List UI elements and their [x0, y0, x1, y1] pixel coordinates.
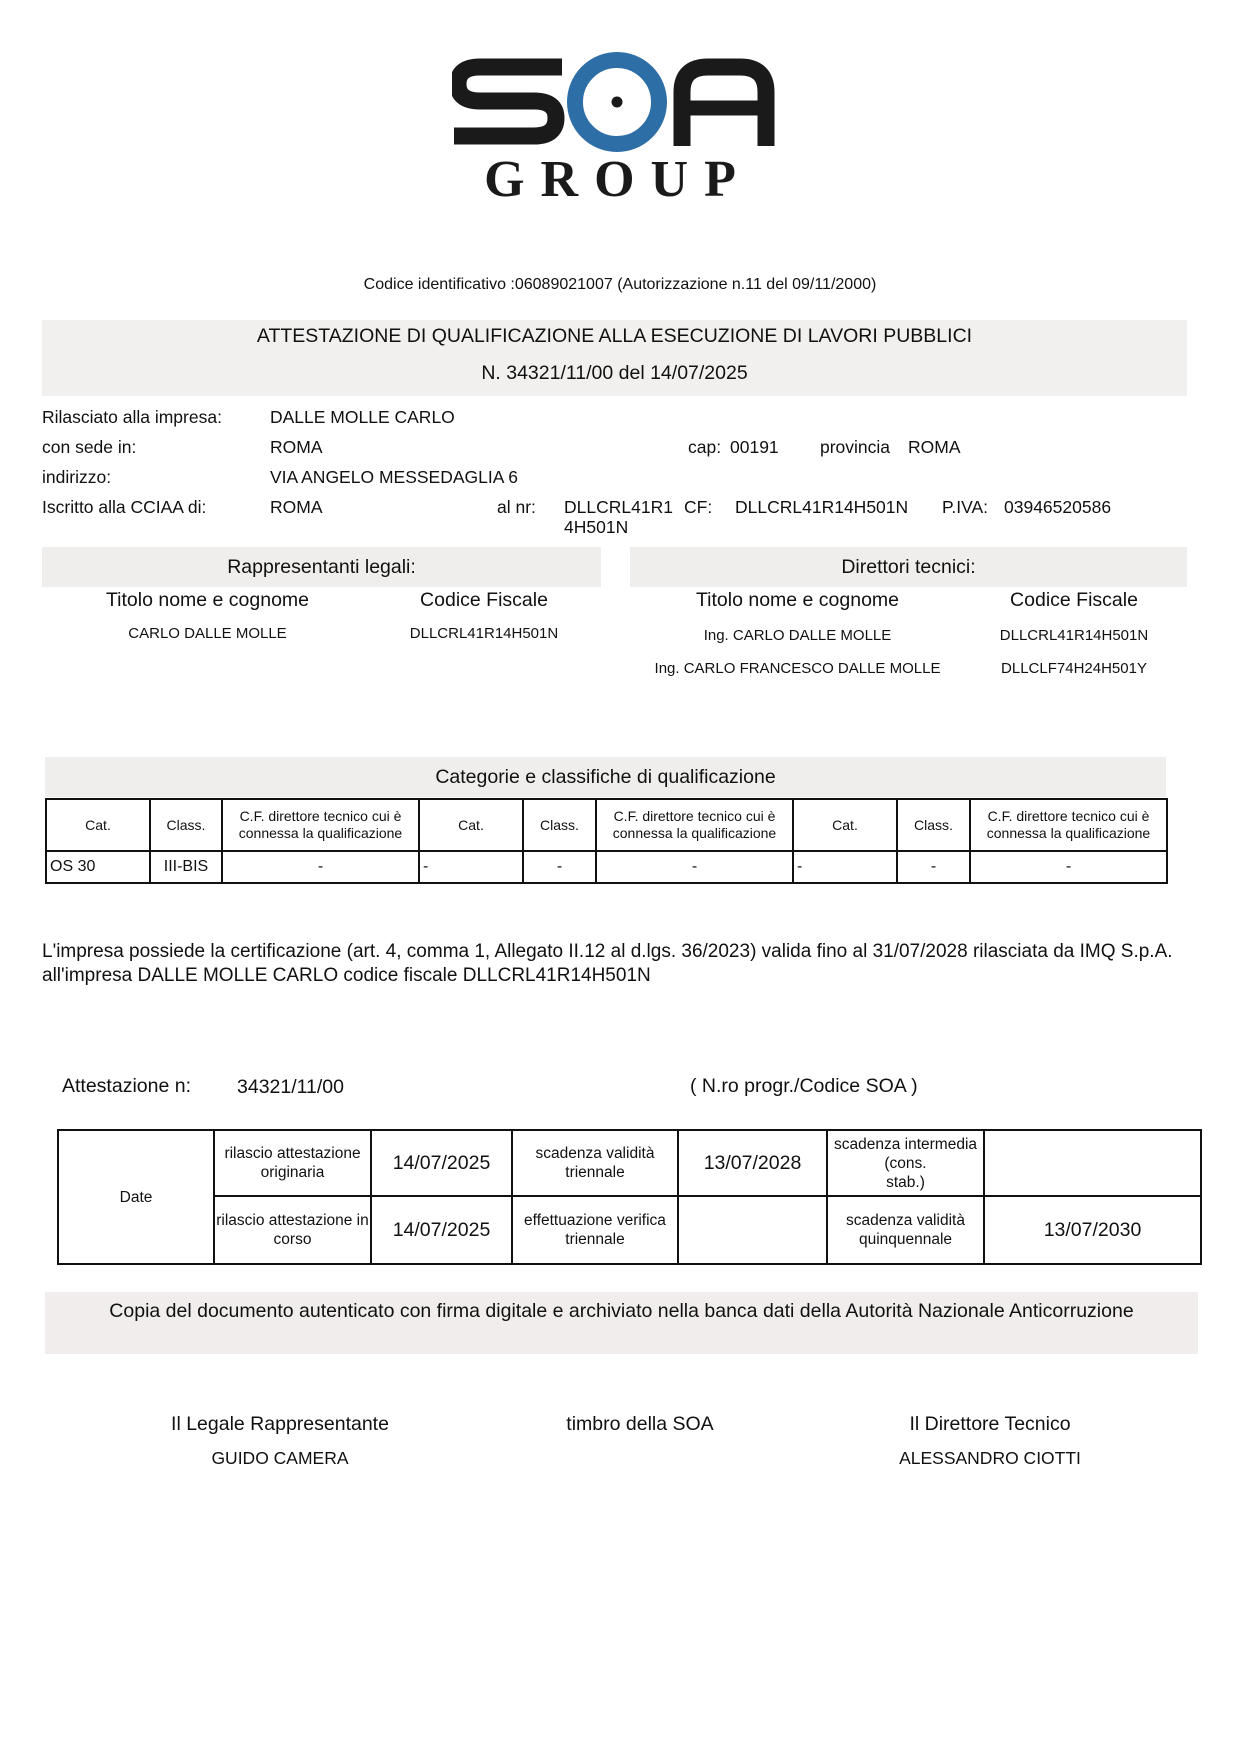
rilascio-corso-label: rilascio attestazione in corso	[214, 1196, 371, 1264]
direttore-cf-1: DLLCRL41R14H501N	[999, 627, 1149, 644]
direttore-cf-2: DLLCLF74H24H501Y	[1001, 660, 1147, 677]
col-class: Class.	[150, 799, 222, 851]
document-title: ATTESTAZIONE DI QUALIFICAZIONE ALLA ESECUZIONE DI LAVORI PUBBLICI	[256, 325, 973, 347]
table-row	[46, 851, 1167, 883]
class-cell: -	[897, 851, 970, 883]
scadenza-intermedia-label-2: (cons.	[884, 1154, 927, 1172]
attestazione-note: ( N.ro progr./Codice SOA )	[690, 1075, 918, 1097]
col-class: Class.	[523, 799, 596, 851]
table-row	[58, 1196, 1201, 1264]
cat-cell: -	[419, 851, 523, 883]
attestazione-value: 34321/11/00	[237, 1076, 344, 1098]
codice-identificativo: Codice identificativo :06089021007 (Autorizzazione n.11 del 09/11/2000)	[363, 276, 877, 293]
cat-cell: -	[793, 851, 897, 883]
direttori-col-cf: Codice Fiscale	[1010, 589, 1138, 611]
rappresentanti-header: Rappresentanti legali:	[227, 556, 416, 578]
alnr-value-line2: 4H501N	[564, 517, 629, 537]
direttore-name-1: Ing. CARLO DALLE MOLLE	[703, 627, 892, 644]
verifica-triennale-value	[678, 1196, 827, 1264]
col-class: Class.	[897, 799, 970, 851]
col-cf: C.F. direttore tecnico cui è connessa la qualificazione	[222, 799, 419, 851]
rilascio-corso-value: 14/07/2025	[371, 1196, 512, 1264]
logo-group-text: GROUP	[484, 151, 752, 208]
rilascio-originaria-label: rilascio attestazione originaria	[214, 1130, 371, 1196]
cf-cell: -	[970, 851, 1167, 883]
soa-logo-mark	[452, 50, 782, 154]
legale-title: Il Legale Rappresentante	[171, 1413, 389, 1435]
categorie-header: Categorie e classifiche di qualificazione	[435, 766, 776, 788]
col-cat: Cat.	[793, 799, 897, 851]
cf-cell: -	[596, 851, 793, 883]
col-cat: Cat.	[419, 799, 523, 851]
certificazione-text: L'impresa possiede la certificazione (art. 4, comma 1, Allegato II.12 al d.lgs. 36/2023) valida fino al 31/07/2028 rilasciata da IMQ S.p.A. all'impresa DALLE MOLLE CARLO codice fiscale DLLCRL41R14H501N	[42, 941, 1173, 986]
col-cat: Cat.	[46, 799, 150, 851]
sede-label: con sede in:	[42, 437, 137, 457]
categorie-header-row	[46, 799, 1167, 851]
col-cf: C.F. direttore tecnico cui è connessa la qualificazione	[970, 799, 1167, 851]
timbro-label: timbro della SOA	[566, 1413, 714, 1435]
cf-cell: -	[222, 851, 419, 883]
scadenza-quinquennale-label: scadenza validità quinquennale	[827, 1196, 984, 1264]
cap-label: cap:	[688, 437, 722, 457]
verifica-triennale-label: effettuazione verifica triennale	[512, 1196, 678, 1264]
cciaa-value: ROMA	[270, 497, 323, 517]
direttori-header: Direttori tecnici:	[841, 556, 976, 578]
rappresentante-cf: DLLCRL41R14H501N	[409, 625, 559, 642]
class-cell: III-BIS	[150, 851, 222, 883]
direttore-name: ALESSANDRO CIOTTI	[899, 1448, 1081, 1468]
categorie-table	[45, 798, 1168, 884]
scadenza-triennale-label: scadenza validità triennale	[512, 1130, 678, 1196]
attestazione-label: Attestazione n:	[62, 1075, 191, 1097]
provincia-value: ROMA	[908, 437, 961, 457]
indirizzo-value: VIA ANGELO MESSEDAGLIA 6	[270, 467, 519, 487]
direttore-title: Il Direttore Tecnico	[909, 1413, 1071, 1435]
rappresentanti-col-cf: Codice Fiscale	[420, 589, 548, 611]
scadenza-intermedia-label	[827, 1130, 984, 1196]
scadenza-intermedia-label-3: stab.)	[886, 1173, 925, 1191]
col-cf: C.F. direttore tecnico cui è connessa la qualificazione	[596, 799, 793, 851]
legale-name: GUIDO CAMERA	[211, 1448, 349, 1468]
scadenza-triennale-value: 13/07/2028	[678, 1130, 827, 1196]
date-label: Date	[58, 1130, 214, 1264]
rilasciato-label: Rilasciato alla impresa:	[42, 407, 222, 427]
piva-label: P.IVA:	[942, 497, 989, 517]
cf-label: CF:	[684, 497, 713, 517]
scadenza-intermedia-label-1: scadenza intermedia	[833, 1135, 978, 1153]
provincia-label: provincia	[820, 437, 891, 457]
cf-value: DLLCRL41R14H501N	[735, 497, 909, 517]
direttore-name-2: Ing. CARLO FRANCESCO DALLE MOLLE	[654, 660, 941, 677]
cciaa-label: Iscritto alla CCIAA di:	[42, 497, 207, 517]
cat-cell: OS 30	[46, 851, 150, 883]
indirizzo-label: indirizzo:	[42, 467, 112, 487]
class-cell: -	[523, 851, 596, 883]
document-number: N. 34321/11/00 del 14/07/2025	[481, 362, 748, 384]
alnr-value-line1: DLLCRL41R1	[564, 497, 673, 517]
cap-value: 00191	[730, 437, 779, 457]
rilascio-originaria-value: 14/07/2025	[371, 1130, 512, 1196]
alnr-label: al nr:	[497, 497, 536, 517]
rappresentante-name: CARLO DALLE MOLLE	[128, 625, 287, 642]
scadenza-intermedia-value	[984, 1130, 1201, 1196]
scadenza-quinquennale-value: 13/07/2030	[984, 1196, 1201, 1264]
sede-value: ROMA	[270, 437, 323, 457]
piva-value: 03946520586	[1004, 497, 1112, 517]
rappresentanti-col-name: Titolo nome e cognome	[105, 589, 310, 611]
table-row	[58, 1130, 1201, 1196]
copia-text: Copia del documento autenticato con firma digitale e archiviato nella banca dati della Autorità Nazionale Anticorruzione	[109, 1300, 1134, 1322]
date-table	[57, 1129, 1202, 1265]
direttori-col-name: Titolo nome e cognome	[695, 589, 900, 611]
rilasciato-value: DALLE MOLLE CARLO	[270, 407, 455, 427]
